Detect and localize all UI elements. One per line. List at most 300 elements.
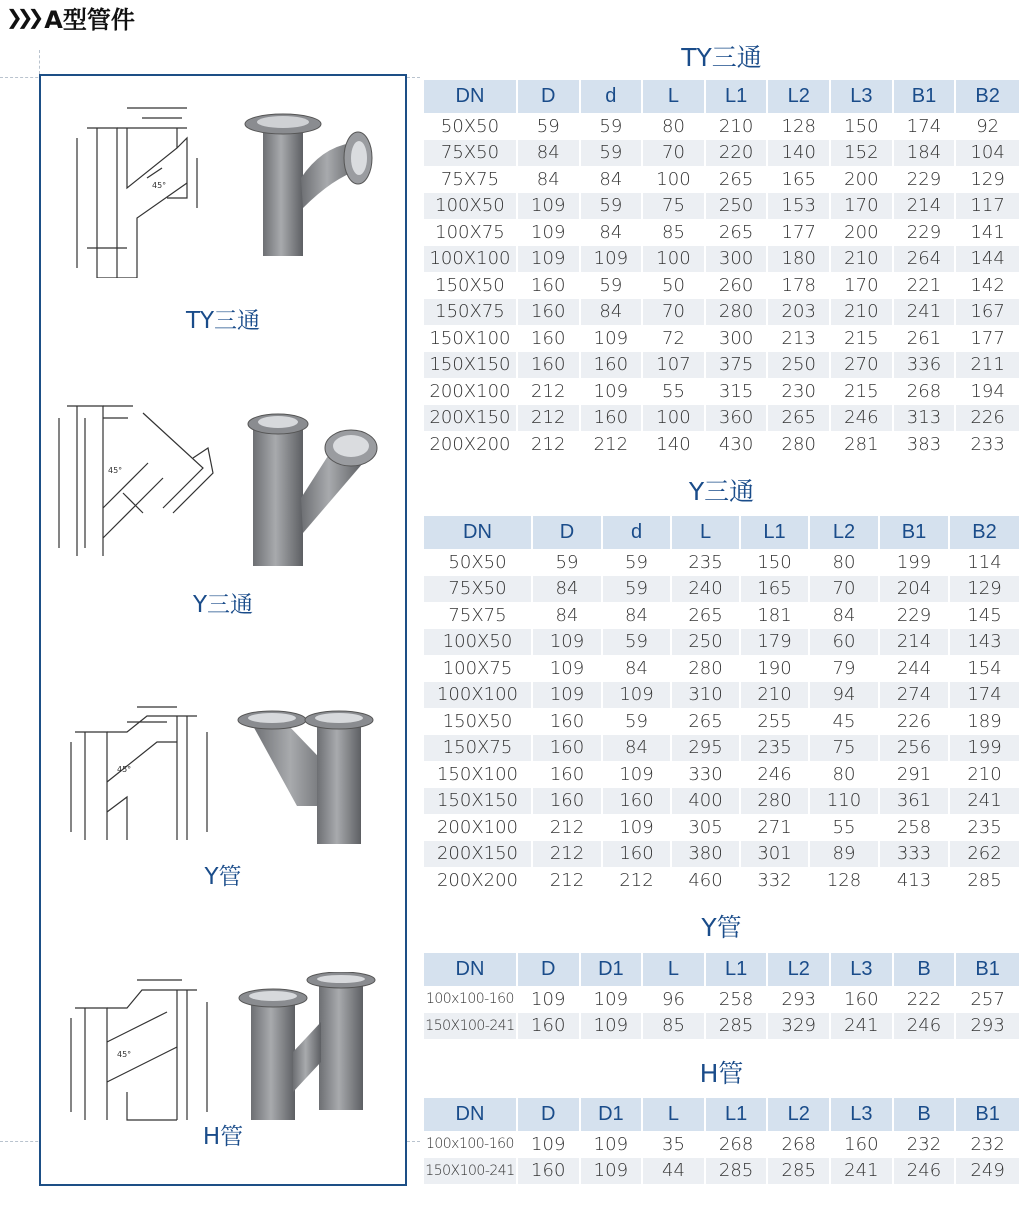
value-cell: 160 xyxy=(532,735,602,762)
y-pipe-table-title: Y管 xyxy=(701,913,742,942)
value-cell: 203 xyxy=(767,299,830,326)
value-cell: 109 xyxy=(580,1158,643,1185)
value-cell: 59 xyxy=(517,113,580,140)
value-cell: 85 xyxy=(642,1013,705,1040)
value-cell: 160 xyxy=(517,352,580,379)
value-cell: 293 xyxy=(767,986,830,1013)
value-cell: 264 xyxy=(893,246,956,273)
column-header: L3 xyxy=(830,1098,893,1131)
value-cell: 84 xyxy=(580,166,643,193)
value-cell: 174 xyxy=(949,682,1019,709)
value-cell: 128 xyxy=(809,867,879,894)
value-cell: 244 xyxy=(879,655,949,682)
column-header: L2 xyxy=(809,516,879,549)
value-cell: 215 xyxy=(830,325,893,352)
dn-cell: 100x100-160 xyxy=(424,986,517,1013)
column-header: B xyxy=(893,1098,956,1131)
ty-tee-drawing xyxy=(67,98,237,278)
table-row xyxy=(424,708,1019,735)
value-cell: 330 xyxy=(671,761,740,788)
value-cell: 109 xyxy=(580,1131,643,1158)
value-cell: 59 xyxy=(602,549,671,576)
dn-cell: 150X100-241 xyxy=(424,1013,517,1040)
value-cell: 84 xyxy=(580,299,643,326)
table-row xyxy=(424,549,1019,576)
table-row xyxy=(424,113,1019,140)
value-cell: 150 xyxy=(740,549,809,576)
column-header: L2 xyxy=(767,953,830,986)
value-cell: 210 xyxy=(830,246,893,273)
dn-cell: 100X50 xyxy=(424,193,517,220)
table-row xyxy=(424,1013,1019,1040)
dn-cell: 200X100 xyxy=(424,378,517,405)
value-cell: 258 xyxy=(705,986,768,1013)
value-cell: 110 xyxy=(809,788,879,815)
value-cell: 241 xyxy=(949,788,1019,815)
value-cell: 250 xyxy=(671,629,740,656)
value-cell: 89 xyxy=(809,841,879,868)
value-cell: 160 xyxy=(532,708,602,735)
value-cell: 230 xyxy=(767,378,830,405)
value-cell: 212 xyxy=(602,867,671,894)
value-cell: 142 xyxy=(955,272,1019,299)
value-cell: 109 xyxy=(517,246,580,273)
table-row xyxy=(424,655,1019,682)
triple-chevron-icon: ❯❯❯ xyxy=(6,5,39,29)
table-row xyxy=(424,272,1019,299)
column-header: B2 xyxy=(949,516,1019,549)
value-cell: 59 xyxy=(580,113,643,140)
value-cell: 109 xyxy=(532,655,602,682)
y-tee-caption: Y三通 xyxy=(192,592,254,618)
value-cell: 160 xyxy=(517,272,580,299)
table-row xyxy=(424,841,1019,868)
table-row xyxy=(424,431,1019,458)
value-cell: 226 xyxy=(879,708,949,735)
value-cell: 255 xyxy=(740,708,809,735)
value-cell: 295 xyxy=(671,735,740,762)
value-cell: 430 xyxy=(705,431,768,458)
value-cell: 210 xyxy=(705,113,768,140)
value-cell: 109 xyxy=(602,682,671,709)
value-cell: 400 xyxy=(671,788,740,815)
table-row xyxy=(424,1131,1019,1158)
value-cell: 383 xyxy=(893,431,956,458)
value-cell: 246 xyxy=(740,761,809,788)
column-header: L2 xyxy=(767,1098,830,1131)
value-cell: 280 xyxy=(767,431,830,458)
dn-cell: 200X150 xyxy=(424,405,517,432)
dn-cell: 200X200 xyxy=(424,867,532,894)
value-cell: 72 xyxy=(642,325,705,352)
value-cell: 413 xyxy=(879,867,949,894)
value-cell: 265 xyxy=(705,219,768,246)
y-tee-spec-table xyxy=(424,516,1019,894)
value-cell: 104 xyxy=(955,140,1019,167)
y-tee-item xyxy=(41,396,405,626)
value-cell: 177 xyxy=(767,219,830,246)
value-cell: 55 xyxy=(642,378,705,405)
value-cell: 107 xyxy=(642,352,705,379)
value-cell: 189 xyxy=(949,708,1019,735)
dn-cell: 100X75 xyxy=(424,655,532,682)
value-cell: 285 xyxy=(705,1013,768,1040)
page-title xyxy=(6,2,135,32)
value-cell: 80 xyxy=(642,113,705,140)
value-cell: 143 xyxy=(949,629,1019,656)
value-cell: 84 xyxy=(602,735,671,762)
column-header: L xyxy=(671,516,740,549)
value-cell: 214 xyxy=(879,629,949,656)
value-cell: 70 xyxy=(642,140,705,167)
value-cell: 160 xyxy=(602,841,671,868)
column-header: DN xyxy=(424,80,517,113)
value-cell: 293 xyxy=(955,1013,1019,1040)
dn-cell: 200X100 xyxy=(424,814,532,841)
value-cell: 229 xyxy=(893,166,956,193)
dn-cell: 50X50 xyxy=(424,549,532,576)
value-cell: 213 xyxy=(767,325,830,352)
value-cell: 226 xyxy=(955,405,1019,432)
value-cell: 270 xyxy=(830,352,893,379)
ty-tee-item xyxy=(41,94,405,334)
value-cell: 285 xyxy=(767,1158,830,1185)
table-row xyxy=(424,193,1019,220)
value-cell: 212 xyxy=(580,431,643,458)
value-cell: 165 xyxy=(740,576,809,603)
value-cell: 79 xyxy=(809,655,879,682)
column-header: L xyxy=(642,1098,705,1131)
column-header: L1 xyxy=(705,80,768,113)
value-cell: 260 xyxy=(705,272,768,299)
value-cell: 301 xyxy=(740,841,809,868)
table-row xyxy=(424,867,1019,894)
value-cell: 165 xyxy=(767,166,830,193)
value-cell: 109 xyxy=(517,219,580,246)
value-cell: 210 xyxy=(830,299,893,326)
table-row xyxy=(424,352,1019,379)
value-cell: 128 xyxy=(767,113,830,140)
divider xyxy=(39,50,40,74)
value-cell: 59 xyxy=(602,629,671,656)
value-cell: 70 xyxy=(642,299,705,326)
dn-cell: 100X75 xyxy=(424,219,517,246)
value-cell: 75 xyxy=(809,735,879,762)
value-cell: 178 xyxy=(767,272,830,299)
value-cell: 199 xyxy=(879,549,949,576)
table-row xyxy=(424,814,1019,841)
ty-tee-photo xyxy=(241,108,381,258)
value-cell: 109 xyxy=(580,378,643,405)
dn-cell: 75X50 xyxy=(424,140,517,167)
value-cell: 375 xyxy=(705,352,768,379)
value-cell: 85 xyxy=(642,219,705,246)
value-cell: 222 xyxy=(893,986,956,1013)
table-row xyxy=(424,140,1019,167)
value-cell: 212 xyxy=(517,431,580,458)
value-cell: 60 xyxy=(809,629,879,656)
value-cell: 212 xyxy=(532,841,602,868)
dn-cell: 150X150 xyxy=(424,788,532,815)
y-pipe-photo xyxy=(237,706,397,846)
dn-cell: 150X100 xyxy=(424,325,517,352)
value-cell: 229 xyxy=(879,602,949,629)
table-row xyxy=(424,788,1019,815)
value-cell: 109 xyxy=(532,682,602,709)
value-cell: 300 xyxy=(705,246,768,273)
value-cell: 199 xyxy=(949,735,1019,762)
value-cell: 92 xyxy=(955,113,1019,140)
column-header: L3 xyxy=(830,80,893,113)
value-cell: 210 xyxy=(740,682,809,709)
value-cell: 84 xyxy=(809,602,879,629)
y-pipe-caption: Y管 xyxy=(204,864,242,890)
value-cell: 35 xyxy=(642,1131,705,1158)
value-cell: 265 xyxy=(671,602,740,629)
ty-tee-spec-table xyxy=(424,80,1019,458)
y-tee-photo xyxy=(245,408,385,568)
value-cell: 258 xyxy=(879,814,949,841)
value-cell: 240 xyxy=(671,576,740,603)
product-images-panel xyxy=(39,74,407,1186)
dn-cell: 75X50 xyxy=(424,576,532,603)
value-cell: 265 xyxy=(767,405,830,432)
value-cell: 109 xyxy=(580,325,643,352)
value-cell: 150 xyxy=(830,113,893,140)
column-header: D xyxy=(517,1098,580,1131)
table-header-row xyxy=(424,1098,1019,1131)
table-row xyxy=(424,378,1019,405)
value-cell: 232 xyxy=(893,1131,956,1158)
svg-text:45°: 45° xyxy=(152,181,167,190)
column-header: L xyxy=(642,953,705,986)
y-pipe-item xyxy=(41,696,405,926)
column-header: B2 xyxy=(955,80,1019,113)
value-cell: 246 xyxy=(893,1158,956,1185)
value-cell: 114 xyxy=(949,549,1019,576)
value-cell: 44 xyxy=(642,1158,705,1185)
value-cell: 235 xyxy=(671,549,740,576)
value-cell: 160 xyxy=(830,1131,893,1158)
value-cell: 360 xyxy=(705,405,768,432)
value-cell: 153 xyxy=(767,193,830,220)
value-cell: 84 xyxy=(532,602,602,629)
value-cell: 214 xyxy=(893,193,956,220)
value-cell: 59 xyxy=(602,708,671,735)
value-cell: 84 xyxy=(580,219,643,246)
value-cell: 160 xyxy=(602,788,671,815)
value-cell: 152 xyxy=(830,140,893,167)
value-cell: 160 xyxy=(532,761,602,788)
value-cell: 109 xyxy=(517,193,580,220)
value-cell: 75 xyxy=(642,193,705,220)
value-cell: 55 xyxy=(809,814,879,841)
value-cell: 177 xyxy=(955,325,1019,352)
value-cell: 59 xyxy=(602,576,671,603)
value-cell: 59 xyxy=(580,193,643,220)
value-cell: 100 xyxy=(642,246,705,273)
value-cell: 84 xyxy=(532,576,602,603)
value-cell: 310 xyxy=(671,682,740,709)
value-cell: 181 xyxy=(740,602,809,629)
value-cell: 280 xyxy=(740,788,809,815)
value-cell: 160 xyxy=(517,325,580,352)
value-cell: 268 xyxy=(893,378,956,405)
value-cell: 361 xyxy=(879,788,949,815)
value-cell: 274 xyxy=(879,682,949,709)
value-cell: 170 xyxy=(830,193,893,220)
column-header: L1 xyxy=(705,953,768,986)
dn-cell: 150X100-241 xyxy=(424,1158,517,1185)
value-cell: 212 xyxy=(532,867,602,894)
dn-cell: 50X50 xyxy=(424,113,517,140)
value-cell: 80 xyxy=(809,549,879,576)
column-header: D xyxy=(517,953,580,986)
value-cell: 154 xyxy=(949,655,1019,682)
value-cell: 174 xyxy=(893,113,956,140)
value-cell: 84 xyxy=(602,655,671,682)
column-header: D xyxy=(532,516,602,549)
table-row xyxy=(424,325,1019,352)
value-cell: 109 xyxy=(602,761,671,788)
table-row xyxy=(424,629,1019,656)
table-row xyxy=(424,219,1019,246)
column-header: D xyxy=(517,80,580,113)
value-cell: 45 xyxy=(809,708,879,735)
value-cell: 268 xyxy=(767,1131,830,1158)
table-row xyxy=(424,246,1019,273)
value-cell: 291 xyxy=(879,761,949,788)
table-row xyxy=(424,682,1019,709)
value-cell: 285 xyxy=(705,1158,768,1185)
value-cell: 204 xyxy=(879,576,949,603)
value-cell: 265 xyxy=(705,166,768,193)
table-header-row xyxy=(424,953,1019,986)
value-cell: 250 xyxy=(767,352,830,379)
column-header: L xyxy=(642,80,705,113)
column-header: L1 xyxy=(705,1098,768,1131)
value-cell: 117 xyxy=(955,193,1019,220)
value-cell: 160 xyxy=(580,352,643,379)
dn-cell: 75X75 xyxy=(424,602,532,629)
value-cell: 170 xyxy=(830,272,893,299)
value-cell: 315 xyxy=(705,378,768,405)
value-cell: 160 xyxy=(517,299,580,326)
value-cell: 250 xyxy=(705,193,768,220)
value-cell: 265 xyxy=(671,708,740,735)
column-header: B1 xyxy=(955,1098,1019,1131)
dn-cell: 150X100 xyxy=(424,761,532,788)
value-cell: 212 xyxy=(532,814,602,841)
h-pipe-caption: H管 xyxy=(202,1124,244,1150)
value-cell: 233 xyxy=(955,431,1019,458)
value-cell: 180 xyxy=(767,246,830,273)
value-cell: 285 xyxy=(949,867,1019,894)
column-header: B xyxy=(893,953,956,986)
dn-cell: 100x100-160 xyxy=(424,1131,517,1158)
value-cell: 313 xyxy=(893,405,956,432)
value-cell: 211 xyxy=(955,352,1019,379)
value-cell: 262 xyxy=(949,841,1019,868)
table-header-row xyxy=(424,80,1019,113)
table-row xyxy=(424,405,1019,432)
ty-tee-table-title: TY三通 xyxy=(681,43,762,72)
value-cell: 96 xyxy=(642,986,705,1013)
value-cell: 235 xyxy=(740,735,809,762)
page-title-text: A型管件 xyxy=(44,5,135,34)
value-cell: 280 xyxy=(705,299,768,326)
value-cell: 80 xyxy=(809,761,879,788)
value-cell: 200 xyxy=(830,219,893,246)
value-cell: 84 xyxy=(602,602,671,629)
value-cell: 50 xyxy=(642,272,705,299)
h-pipe-table-title: H管 xyxy=(699,1059,744,1088)
ty-tee-caption: TY三通 xyxy=(185,308,261,334)
table-row xyxy=(424,602,1019,629)
value-cell: 241 xyxy=(830,1158,893,1185)
value-cell: 271 xyxy=(740,814,809,841)
value-cell: 184 xyxy=(893,140,956,167)
column-header: DN xyxy=(424,516,532,549)
value-cell: 100 xyxy=(642,166,705,193)
value-cell: 200 xyxy=(830,166,893,193)
value-cell: 220 xyxy=(705,140,768,167)
svg-text:45°: 45° xyxy=(117,1050,132,1059)
value-cell: 179 xyxy=(740,629,809,656)
value-cell: 261 xyxy=(893,325,956,352)
y-pipe-drawing xyxy=(67,702,237,842)
value-cell: 160 xyxy=(830,986,893,1013)
value-cell: 109 xyxy=(580,1013,643,1040)
dn-cell: 75X75 xyxy=(424,166,517,193)
h-pipe-item xyxy=(41,968,405,1188)
value-cell: 336 xyxy=(893,352,956,379)
value-cell: 167 xyxy=(955,299,1019,326)
value-cell: 235 xyxy=(949,814,1019,841)
value-cell: 212 xyxy=(517,378,580,405)
column-header: B1 xyxy=(893,80,956,113)
value-cell: 109 xyxy=(580,986,643,1013)
value-cell: 241 xyxy=(830,1013,893,1040)
h-pipe-spec-table xyxy=(424,1098,1019,1184)
value-cell: 221 xyxy=(893,272,956,299)
value-cell: 109 xyxy=(517,986,580,1013)
dn-cell: 150X150 xyxy=(424,352,517,379)
value-cell: 160 xyxy=(517,1158,580,1185)
y-tee-table-title: Y三通 xyxy=(688,477,755,506)
table-row xyxy=(424,1158,1019,1185)
value-cell: 109 xyxy=(517,1131,580,1158)
value-cell: 144 xyxy=(955,246,1019,273)
column-header: D1 xyxy=(580,953,643,986)
value-cell: 256 xyxy=(879,735,949,762)
value-cell: 246 xyxy=(893,1013,956,1040)
value-cell: 241 xyxy=(893,299,956,326)
table-row xyxy=(424,735,1019,762)
value-cell: 84 xyxy=(517,140,580,167)
dn-cell: 100X50 xyxy=(424,629,532,656)
value-cell: 109 xyxy=(580,246,643,273)
value-cell: 84 xyxy=(517,166,580,193)
column-header: L2 xyxy=(767,80,830,113)
value-cell: 141 xyxy=(955,219,1019,246)
value-cell: 249 xyxy=(955,1158,1019,1185)
column-header: d xyxy=(580,80,643,113)
value-cell: 257 xyxy=(955,986,1019,1013)
value-cell: 300 xyxy=(705,325,768,352)
dn-cell: 200X150 xyxy=(424,841,532,868)
value-cell: 281 xyxy=(830,431,893,458)
